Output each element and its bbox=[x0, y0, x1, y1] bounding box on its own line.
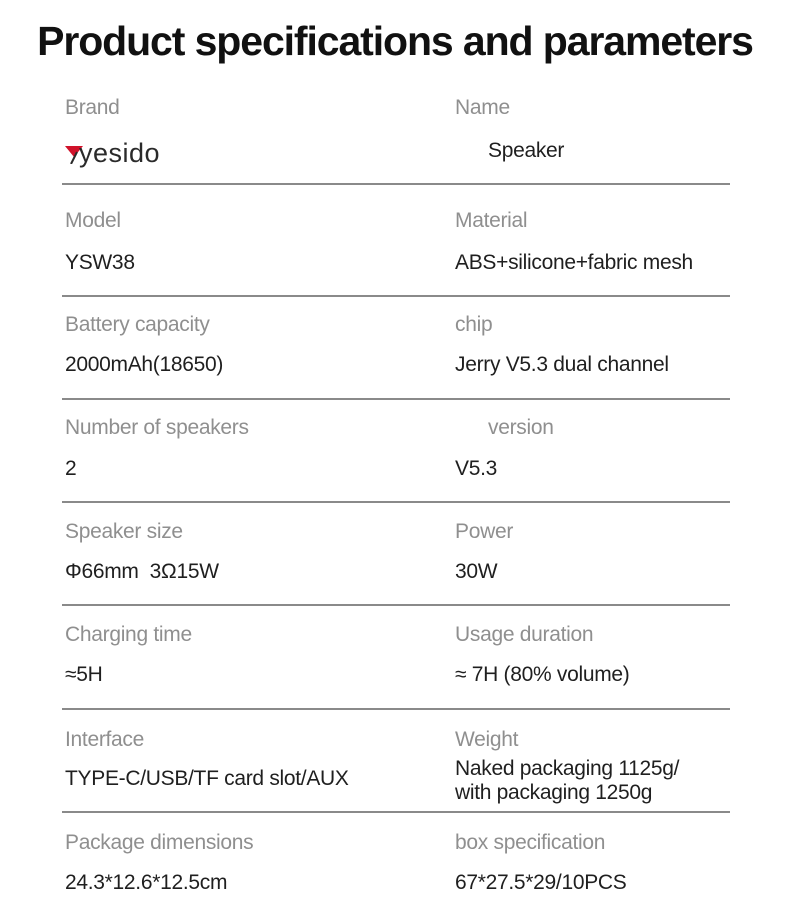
spec-label-speaker-size: Speaker size bbox=[65, 520, 183, 543]
spec-row-battery bbox=[62, 297, 730, 400]
spec-value-model: YSW38 bbox=[65, 251, 135, 274]
spec-label-package: Package dimensions bbox=[65, 831, 254, 854]
spec-value-version: V5.3 bbox=[455, 457, 497, 480]
spec-row-speakers bbox=[62, 400, 730, 503]
spec-row-model bbox=[62, 185, 730, 297]
spec-value-material: ABS+silicone+fabric mesh bbox=[455, 251, 693, 274]
spec-label-speakers: Number of speakers bbox=[65, 416, 249, 439]
spec-value-weight bbox=[455, 757, 679, 805]
spec-value-name: Speaker bbox=[488, 139, 565, 162]
spec-value-power: 30W bbox=[455, 560, 498, 583]
spec-value-speaker-size: Φ66mm 3Ω15W bbox=[65, 560, 219, 583]
page-title: Product specifications and parameters bbox=[37, 18, 753, 64]
spec-row-charging bbox=[62, 606, 730, 710]
spec-value-usage: ≈ 7H (80% volume) bbox=[455, 663, 630, 686]
spec-label-brand: Brand bbox=[65, 96, 120, 119]
spec-label-material: Material bbox=[455, 209, 528, 232]
spec-row-brand bbox=[62, 82, 730, 185]
spec-label-usage: Usage duration bbox=[455, 623, 594, 646]
spec-label-model: Model bbox=[65, 209, 121, 232]
spec-label-power: Power bbox=[455, 520, 514, 543]
spec-value-package: 24.3*12.6*12.5cm bbox=[65, 871, 228, 894]
spec-label-battery: Battery capacity bbox=[65, 313, 210, 336]
spec-value-speakers: 2 bbox=[65, 457, 77, 480]
spec-value-battery: 2000mAh(18650) bbox=[65, 353, 224, 376]
spec-row-speaker-size bbox=[62, 503, 730, 606]
spec-value-chip: Jerry V5.3 dual channel bbox=[455, 353, 669, 376]
spec-row-package bbox=[62, 813, 730, 908]
spec-table bbox=[62, 82, 730, 908]
spec-label-charging: Charging time bbox=[65, 623, 192, 646]
spec-value-weight-line2: with packaging 1250g bbox=[455, 781, 653, 804]
spec-label-version: version bbox=[488, 416, 554, 439]
spec-value-interface: TYPE-C/USB/TF card slot/AUX bbox=[65, 767, 349, 790]
spec-row-interface bbox=[62, 710, 730, 813]
spec-value-weight-line1: Naked packaging 1125g/ bbox=[455, 757, 680, 780]
spec-label-weight: Weight bbox=[455, 728, 519, 751]
spec-label-interface: Interface bbox=[65, 728, 145, 751]
brand-logo-text: yesido bbox=[79, 138, 161, 168]
spec-value-box: 67*27.5*29/10PCS bbox=[455, 871, 627, 894]
spec-label-name: Name bbox=[455, 96, 510, 119]
spec-label-chip: chip bbox=[455, 313, 493, 336]
spec-label-box: box specification bbox=[455, 831, 606, 854]
spec-value-charging: ≈5H bbox=[65, 663, 103, 686]
